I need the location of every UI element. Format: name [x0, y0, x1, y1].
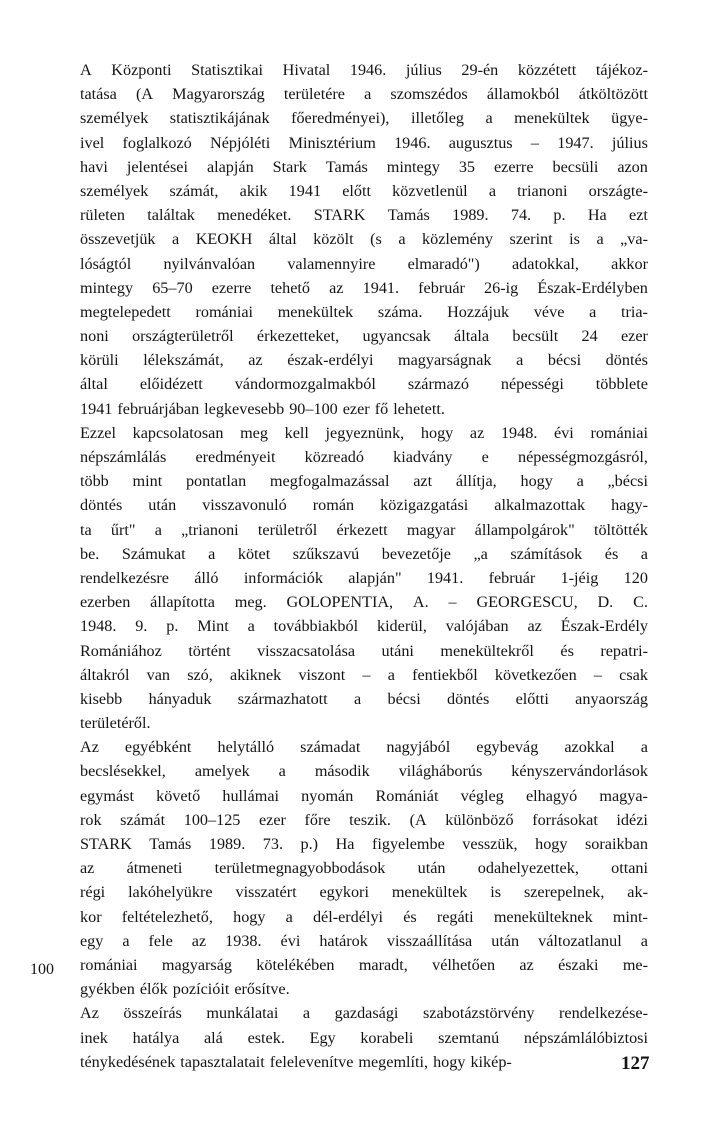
text-line: A Központi Statisztikai Hivatal 1946. július 29-én közzétett tájékoz- — [80, 61, 648, 79]
text-line: népszámlálás eredményeit közreadó kiadvány e népességmozgásról, — [80, 448, 648, 466]
text-line: megtelepedett romániai menekültek száma. Hozzájuk véve a tria- — [80, 302, 648, 321]
text-line: ténykedésének tapasztalatait felelevenítve megemlíti, hogy kikép- — [80, 1052, 512, 1071]
footnote-number: 100 — [30, 961, 54, 978]
text-line: kisebb hányaduk származhatott a bécsi döntés előtti anyaország — [80, 689, 648, 708]
paragraph — [80, 58, 648, 421]
paragraph — [80, 1001, 648, 1074]
text-line: összevetjük a KEOKH által közölt (s a közlemény szerint is a „va- — [80, 230, 648, 249]
text-line: gyékben élők pozícióit erősítve. — [80, 980, 290, 999]
text-line: döntés után visszavonuló román közigazgatási alkalmazottak hagy- — [80, 496, 648, 515]
text-line: havi jelentései alapján Stark Tamás mintegy 35 ezerre becsüli azon — [80, 157, 648, 176]
text-line: Az összeírás munkálatai a gazdasági szabotázstörvény rendelkezése- — [80, 1004, 648, 1023]
text-line: rendelkezésre álló információk alapján" 1941. február 1-jéig 120 — [80, 568, 648, 587]
text-line: 1948. 9. p. Mint a továbbiakból kiderül, valójában az Észak-Erdély — [80, 617, 648, 636]
text-line: lóságtól nyilvánvalóan valamennyire elmaradó") adatokkal, akkor — [80, 254, 648, 273]
text-line: területéről. — [80, 714, 151, 733]
text-line: ta űrt" a „trianoni területről érkezett magyar állampolgárok" töltötték — [80, 520, 648, 539]
text-line: által előidézett vándormozgalmakból származó népességi többlete — [80, 375, 648, 394]
text-line: rületen találtak menedéket. STARK Tamás 1989. 74. p. Ha ezt — [80, 206, 648, 225]
paragraph — [80, 735, 648, 1001]
text-line: Romániához történt visszacsatolása utáni menekültekről és repatri- — [80, 641, 648, 660]
text-line: egymást követő hullámai nyomán Romániát végleg elhagyó magya- — [80, 786, 648, 805]
text-line: 1941 februárjában legkevesebb 90–100 ezer fő lehetett. — [80, 399, 445, 418]
paragraph — [80, 421, 648, 735]
text-line: áltakról van szó, akiknek viszont – a fentiekből következően – csak — [80, 665, 648, 684]
text-line: tatása (A Magyarország területére a szomszédos államokból átköltözött — [80, 85, 648, 104]
text-line: egy a fele az 1938. évi határok visszaállítása után változatlanul a — [80, 931, 648, 950]
text-line: régi lakóhelyükre visszatért egykori menekültek is szerepelnek, ak- — [80, 883, 648, 902]
text-line: kor feltételezhető, hogy a dél-erdélyi és regáti menekülteknek mint- — [80, 907, 648, 926]
text-line: inek hatálya alá estek. Egy korabeli szemtanú népszámlálóbiztosi — [80, 1028, 648, 1047]
text-line: ezerben állapította meg. GOLOPENTIA, A. – GEORGESCU, D. C. — [80, 593, 648, 612]
text-line: személyek számát, akik 1941 előtt közvetlenül a trianoni országte- — [80, 181, 648, 200]
text-line: az átmeneti területmegnagyobbodások után odahelyezettek, ottani — [80, 859, 648, 878]
text-line: mintegy 65–70 ezerre tehető az 1941. február 26-ig Észak-Erdélyben — [80, 278, 648, 297]
text-line: személyek statisztikájának főeredményei), illetőleg a menekültek ügye- — [80, 109, 648, 128]
text-line: rok számát 100–125 ezer főre teszik. (A különböző forrásokat idézi — [80, 810, 648, 829]
text-line: Ezzel kapcsolatosan meg kell jegyeznünk, hogy az 1948. évi romániai — [80, 423, 648, 442]
text-line: Az egyébként helytálló számadat nagyjából egybevág azokkal a — [80, 738, 648, 757]
text-line: ivel foglalkozó Népjóléti Minisztérium 1946. augusztus – 1947. július — [80, 133, 648, 152]
text-line: romániai magyarság kötelékében maradt, vélhetően az északi me- — [80, 955, 648, 974]
text-line: becslésekkel, amelyek a második világháborús kényszervándorlások — [80, 762, 648, 781]
text-line: STARK Tamás 1989. 73. p.) Ha figyelembe vesszük, hogy soraikban — [80, 835, 648, 853]
page-number: 127 — [621, 1053, 650, 1074]
text-line: be. Számukat a kötet szűkszavú bevezetője „a számítások és a — [80, 544, 648, 563]
text-line: körüli lélekszámát, az észak-erdélyi magyarságnak a bécsi döntés — [80, 351, 648, 370]
body-text — [80, 58, 648, 1074]
text-line: noni országterületről érkezetteket, ugyancsak általa becsült 24 ezer — [80, 327, 648, 346]
text-line: több mint pontatlan megfogalmazással azt állítja, hogy a „bécsi — [80, 472, 648, 491]
